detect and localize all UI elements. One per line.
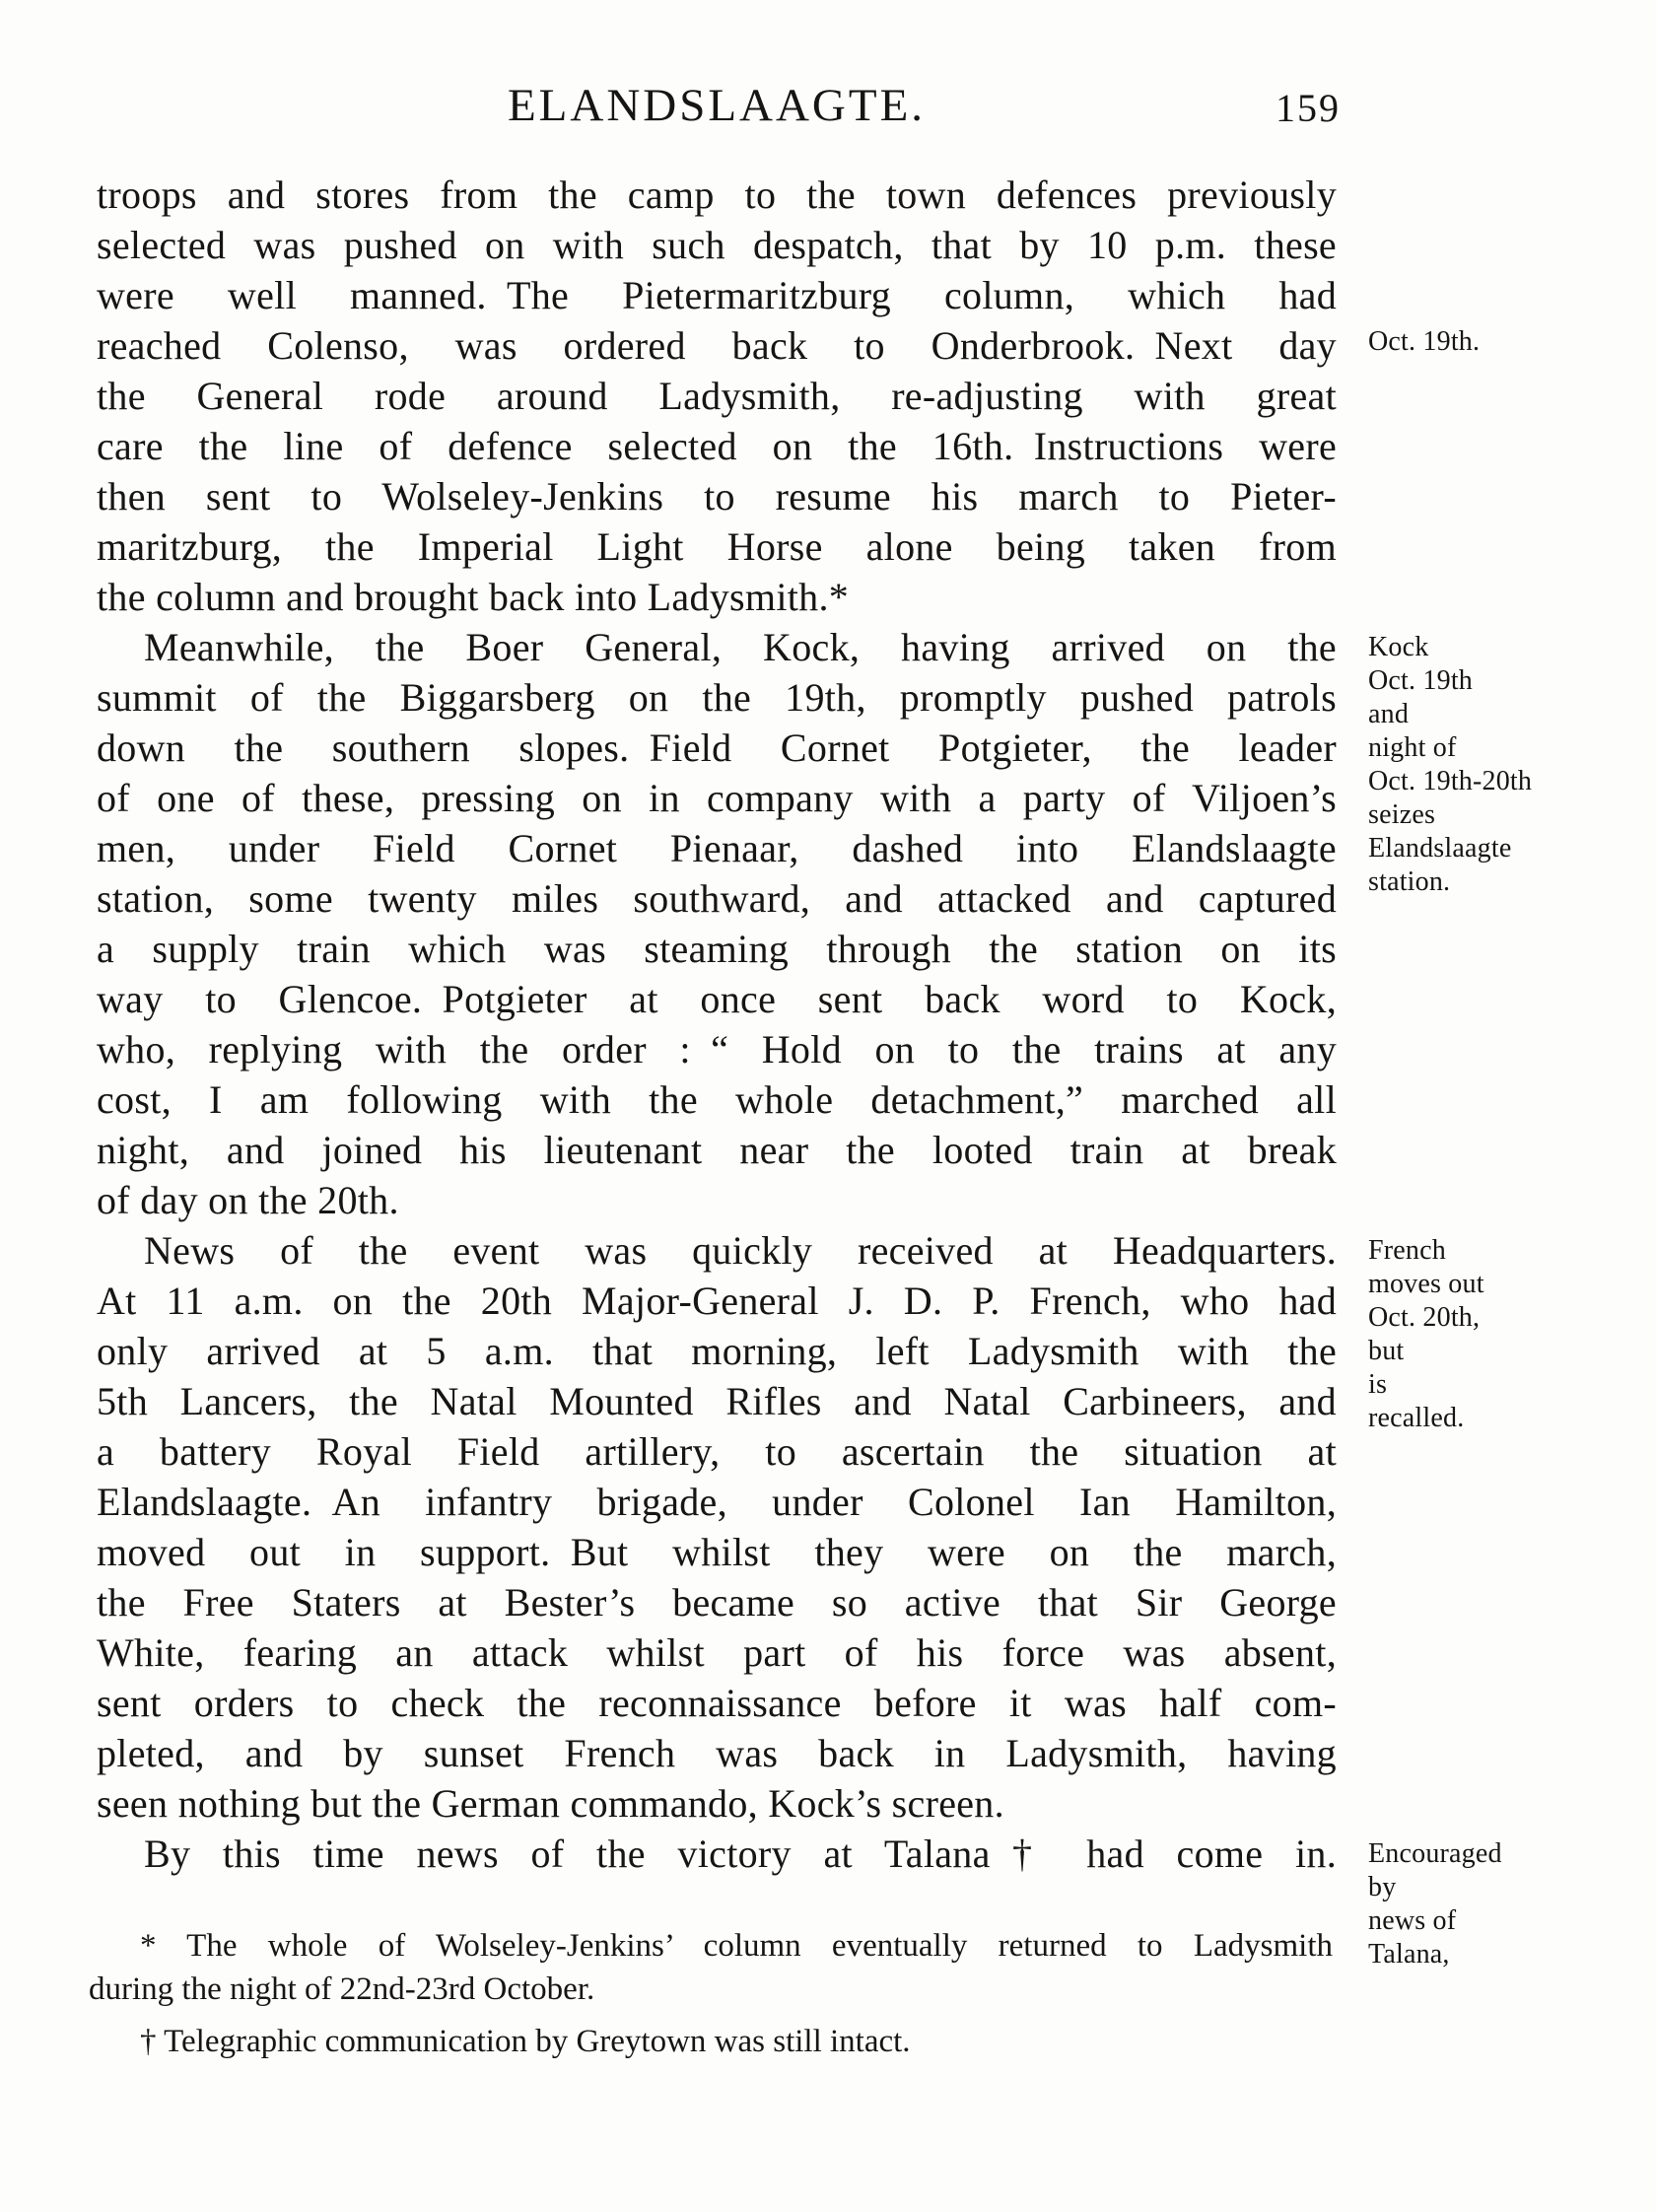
margin-note-line: Oct. 19th.	[1368, 326, 1481, 357]
chapter-title: ELANDSLAAGTE.	[507, 80, 927, 131]
text-line: station, some twenty miles southward, and attacked and captured	[97, 876, 1337, 921]
margin-note-line: station.	[1368, 866, 1451, 897]
text-line: were well manned. The Pietermaritzburg column, which had	[97, 273, 1337, 317]
margin-note-line: news of	[1368, 1905, 1457, 1936]
text-line: night, and joined his lieutenant near the looted train at break	[97, 1128, 1337, 1172]
page-number: 159	[1276, 86, 1341, 130]
margin-note-line: recalled.	[1368, 1403, 1465, 1433]
margin-note	[1368, 325, 1649, 359]
margin-note-line: but	[1368, 1336, 1405, 1366]
footnote-line: † Telegraphic communication by Greytown was still intact.	[140, 2024, 911, 2059]
margin-note-line: Oct. 19th	[1368, 665, 1474, 696]
paragraph	[97, 1225, 1337, 1829]
text-line: summit of the Biggarsberg on the 19th, promptly pushed patrols	[97, 675, 1337, 720]
text-line: troops and stores from the camp to the town defences previously	[97, 173, 1337, 217]
text-line: seen nothing but the German commando, Kock’s screen.	[97, 1781, 1004, 1826]
text-line: White, fearing an attack whilst part of his force was absent,	[97, 1630, 1337, 1675]
margin-note-line: moves out	[1368, 1269, 1484, 1299]
text-line: At 11 a.m. on the 20th Major-General J. D. P. French, who had	[97, 1279, 1337, 1323]
paragraph	[97, 622, 1337, 1225]
margin-note-line: Oct. 19th-20th	[1368, 766, 1533, 796]
margin-note-line: night of	[1368, 732, 1457, 763]
footnote-line: * The whole of Wolseley-Jenkins’ column eventually returned to Ladysmith	[140, 1928, 1333, 1964]
text-line: cost, I am following with the whole detachment,” marched all	[97, 1077, 1337, 1122]
text-line: men, under Field Cornet Pienaar, dashed into Elandslaagte	[97, 826, 1337, 870]
margin-note-line: and	[1368, 699, 1410, 729]
text-line: pleted, and by sunset French was back in Ladysmith, having	[97, 1731, 1337, 1775]
text-line: maritzburg, the Imperial Light Horse alone being taken from	[97, 524, 1337, 569]
footnote-line: during the night of 22nd-23rd October.	[89, 1971, 595, 2007]
text-line: reached Colenso, was ordered back to Onderbrook. Next day	[97, 323, 1337, 368]
footnotes	[89, 1924, 1333, 2063]
text-line: of day on the 20th.	[97, 1178, 399, 1222]
text-line: moved out in support. But whilst they were on the march,	[97, 1530, 1337, 1574]
text-line: selected was pushed on with such despatch, that by 10 p.m. these	[97, 223, 1337, 267]
text-line: By this time news of the victory at Talana† had come in.	[144, 1832, 1337, 1876]
text-line: way to Glencoe. Potgieter at once sent back word to Kock,	[97, 977, 1337, 1021]
text-line: care the line of defence selected on the 16th. Instructions were	[97, 424, 1337, 468]
text-line: the General rode around Ladysmith, re-adjusting with great	[97, 374, 1337, 418]
margin-note-line: by	[1368, 1872, 1397, 1902]
text-line: Elandslaagte. An infantry brigade, under Colonel Ian Hamilton,	[97, 1480, 1337, 1524]
text-line: sent orders to check the reconnaissance before it was half com-	[97, 1681, 1337, 1725]
text-line: then sent to Wolseley-Jenkins to resume his march to Pieter-	[97, 474, 1337, 518]
text-line: a battery Royal Field artillery, to ascertain the situation at	[97, 1429, 1337, 1474]
text-line: Meanwhile, the Boer General, Kock, having arrived on the	[144, 625, 1337, 669]
text-line: News of the event was quickly received at Headquarters.	[144, 1228, 1337, 1273]
margin-note-line: Encouraged	[1368, 1838, 1502, 1869]
margin-note-line: Kock	[1368, 632, 1429, 662]
text-line: 5th Lancers, the Natal Mounted Rifles and Natal Carbineers, and	[97, 1379, 1337, 1423]
margin-note	[1368, 631, 1649, 899]
margin-note-line: Elandslaagte	[1368, 833, 1512, 864]
text-line: a supply train which was steaming through the station on its	[97, 927, 1337, 971]
text-line: the Free Staters at Bester’s became so active that Sir George	[97, 1580, 1337, 1624]
margin-note-line: is	[1368, 1369, 1388, 1400]
margin-note-line: seizes	[1368, 799, 1436, 830]
paragraph	[97, 170, 1337, 622]
margin-note	[1368, 1234, 1649, 1435]
margin-note-line: French	[1368, 1235, 1446, 1266]
margin-note-line: Talana,	[1368, 1939, 1450, 1970]
paragraph	[97, 1829, 1337, 1879]
body-text	[97, 170, 1337, 1879]
text-line: who, replying with the order : “ Hold on to the trains at any	[97, 1027, 1337, 1071]
margin-note-line: Oct. 20th,	[1368, 1302, 1481, 1333]
text-line: of one of these, pressing on in company with a party of Viljoen’s	[97, 776, 1337, 820]
text-line: only arrived at 5 a.m. that morning, left Ladysmith with the	[97, 1329, 1337, 1373]
margin-note	[1368, 1837, 1649, 1971]
text-line: the column and brought back into Ladysmith.*	[97, 575, 850, 619]
text-line: down the southern slopes. Field Cornet Potgieter, the leader	[97, 726, 1337, 770]
